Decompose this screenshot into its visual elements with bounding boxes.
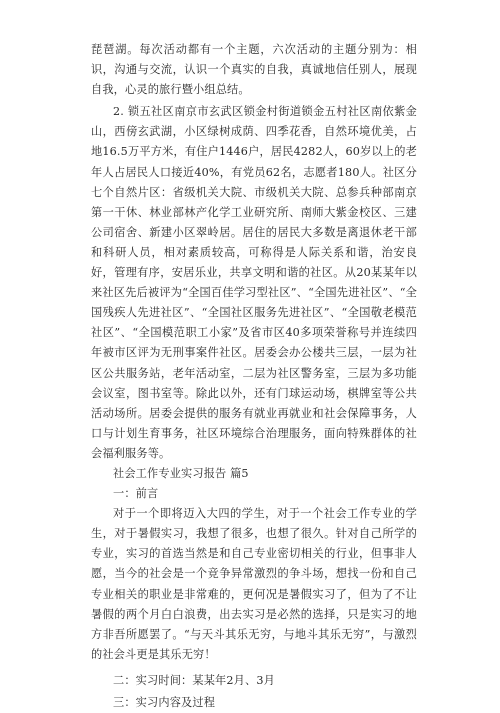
section-heading-content: 三：实习内容及过程 xyxy=(113,696,216,709)
document-body xyxy=(91,40,417,713)
report-title: 社会工作专业实习报告 篇5 xyxy=(113,466,249,480)
section-heading-time: 二：实习时间：某某年2月、3月 xyxy=(113,673,275,687)
section-heading-preface: 一：前言 xyxy=(113,487,159,501)
paragraph-preface: 对于一个即将迈入大四的学生，对于一个社会工作专业的学生，对于暑假实习，我想了很多，也想了很久。针对自己所学的专业，实习的首选当然是和自己专业密切相关的行业，但事非人愿，当今的社会是一个竞争异常激烈的争斗场，想找一份和自己专业相关的职业是非常难的，更何况是暑假实习了，但为了不让暑假的两个月白白浪费，出去实习是必然的选择，只是实习的地方非吾所愿罢了。“与天斗其乐无穷，与地斗其乐无穷”，与激烈的社会斗更是其乐无穷！ xyxy=(91,507,417,661)
paragraph-community-intro: 2. 锁五社区南京市玄武区锁金村街道锁金五村社区南依紫金山，西傍玄武湖，小区绿树成荫、四季花香，自然环境优美，占地16.5万平方米，有住户1446户，居民4282人，60岁以上的老年人占居民人口接近40%，有党员62名，志愿者180人。社区分七个自然片区：省级机关大院、市级机关大院、总参兵种部南京第一干休、林业部林产化学工业研究所、南师大紫金校区、三建公司宿舍、新建小区翠岭居。居住的居民大多数是离退休老干部和科研人员，相对素质较高，可称得是人际关系和谐，治安良好，管理有序，安居乐业，共享文明和谐的社区。从20某某年以来社区先后被评为“全国百佳学习型社区”、“全国先进社区”、“全国残疾人先进社区”、“全国社区服务先进社区”、“全国敬老模范社区”、“全国模范职工小家”及省市区40多项荣誉称号并连续四年被市区评为无刑事案件社区。居委会办公楼共三层，一层为社区公共服务站，老年活动室，二层为社区警务室，三层为多功能会议室，图书室等。除此以外，还有门球运动场，棋牌室等公共活动场所。居委会提供的服务有就业再就业和社会保障事务，人口与计划生育事务，社区环境综合治理服务，面向特殊群体的社会福利服务等。 xyxy=(91,105,417,460)
paragraph-activity-summary: 琵琶湖。每次活动都有一个主题，六次活动的主题分别为：相识，沟通与交流，认识一个真实的自我，真诚地信任别人，展现自我，心灵的旅行暨小组总结。 xyxy=(91,43,417,97)
